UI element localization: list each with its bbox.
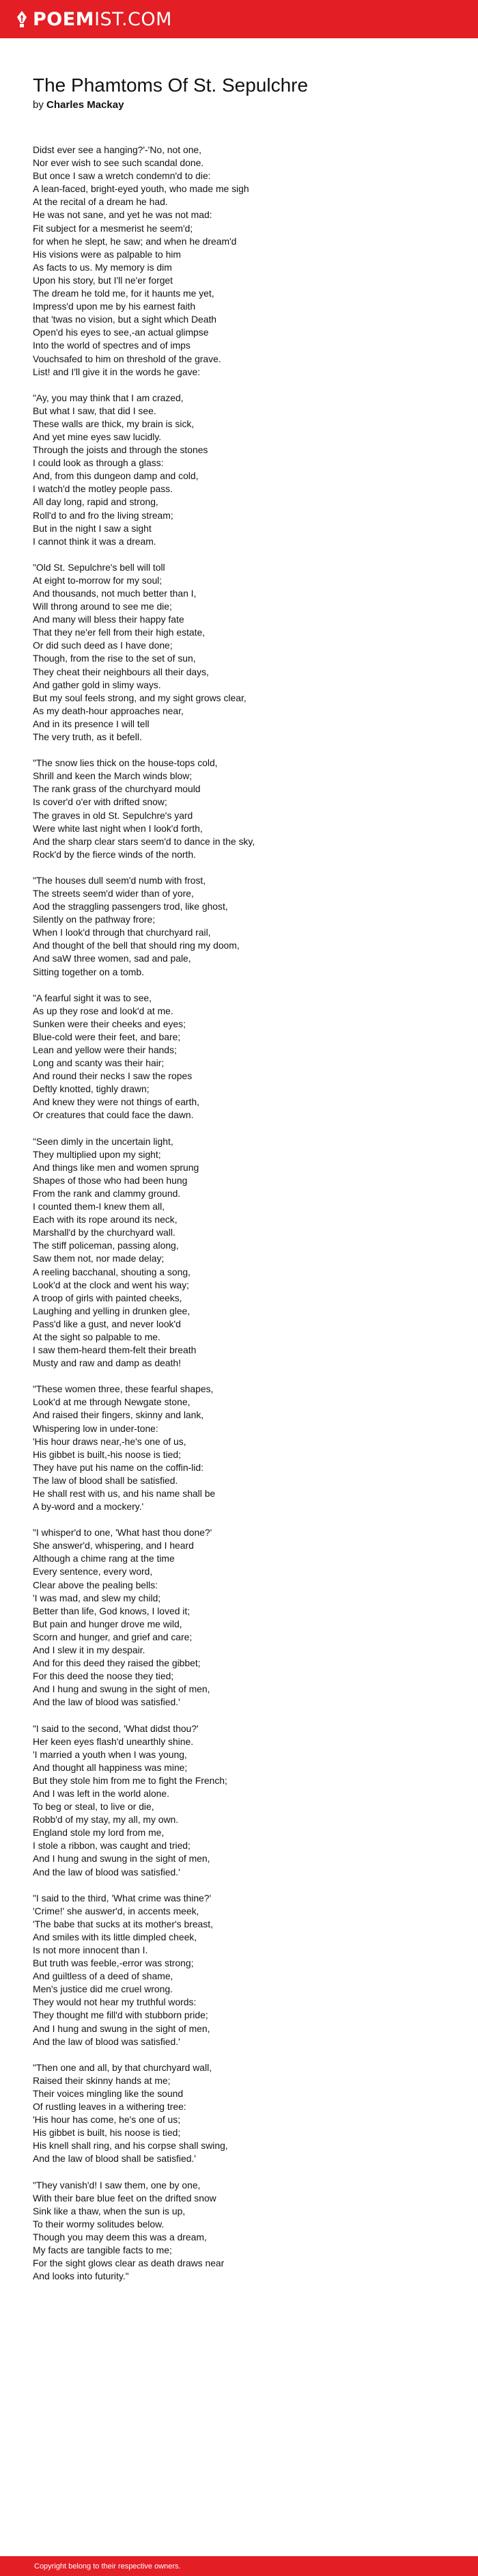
poem-body bbox=[33, 144, 442, 2283]
poem-line: Sink like a thaw, when the sun is up, bbox=[33, 2205, 186, 2216]
poem-line: The dream he told me, for it haunts me yet, bbox=[33, 288, 214, 299]
poem-line: And the sharp clear stars seem'd to dance in the sky, bbox=[33, 835, 255, 847]
poem-line: When I look'd through that churchyard rail, bbox=[33, 927, 211, 938]
poem-line: Shapes of those who had been hung bbox=[33, 1174, 188, 1186]
poem-line: And for this deed they raised the gibbet; bbox=[33, 1657, 201, 1669]
poem-line: The very truth, as it befell. bbox=[33, 731, 142, 743]
poem-stanza bbox=[33, 561, 442, 744]
poem-line: The stiff policeman, passing along, bbox=[33, 1240, 179, 1251]
poem-line: Is cover'd o'er with drifted snow; bbox=[33, 796, 167, 808]
poem-line: Though, from the rise to the set of sun, bbox=[33, 653, 196, 664]
poem-line: Whispering low in under-tone: bbox=[33, 1422, 158, 1434]
poem-stanza bbox=[33, 992, 442, 1122]
poem-line: "Seen dimly in the uncertain light, bbox=[33, 1135, 173, 1147]
poem-line: Sunken were their cheeks and eyes; bbox=[33, 1018, 186, 1029]
poem-line: These walls are thick, my brain is sick, bbox=[33, 418, 195, 429]
footer-copyright: Copyright belong to their respective owners. bbox=[34, 2562, 181, 2571]
author-link[interactable]: Charles Mackay bbox=[46, 99, 124, 111]
poem-line: They thought me fill'd with stubborn pride; bbox=[33, 2009, 208, 2021]
poem-line: And in its presence I will tell bbox=[33, 718, 150, 729]
poem-line: 'The babe that sucks at its mother's breast, bbox=[33, 1918, 213, 1929]
poem-line: "I said to the third, 'What crime was thine?' bbox=[33, 1892, 212, 1903]
poem-line: I watch'd the motley people pass. bbox=[33, 483, 173, 495]
poem-line: 'His hour draws near,-he's one of us, bbox=[33, 1435, 186, 1447]
poem-line: Vouchsafed to him on threshold of the grave. bbox=[33, 353, 221, 364]
poem-stanza bbox=[33, 1526, 442, 1709]
poem-line: A lean-faced, bright-eyed youth, who made me sigh bbox=[33, 183, 249, 195]
poem-line: But what I saw, that did I see. bbox=[33, 405, 156, 416]
poem-line: At the sight so palpable to me. bbox=[33, 1331, 160, 1342]
poem-stanza bbox=[33, 874, 442, 979]
poem-line: Although a chime rang at the time bbox=[33, 1553, 175, 1564]
poem-line: And knew they were not things of earth, bbox=[33, 1096, 200, 1108]
poem-line: And I hung and swung in the sight of men, bbox=[33, 2022, 210, 2034]
poem-line: List! and I'll give it in the words he gave: bbox=[33, 366, 201, 377]
poem-line: 'I was mad, and slew my child; bbox=[33, 1592, 161, 1603]
poem-line: And looks into futurity." bbox=[33, 2270, 129, 2282]
poem-line: Or creatures that could face the dawn. bbox=[33, 1109, 194, 1121]
poem-line: And guiltless of a deed of shame, bbox=[33, 1970, 173, 1982]
poem-line: A troop of girls with painted cheeks, bbox=[33, 1292, 182, 1303]
poem-line: I stole a ribbon, was caught and tried; bbox=[33, 1840, 191, 1852]
poem-line: She answer'd, whispering, and I heard bbox=[33, 1540, 194, 1551]
poem-line: I could look as through a glass: bbox=[33, 457, 164, 469]
poem-line: And, from this dungeon damp and cold, bbox=[33, 470, 199, 482]
poem-line: Men's justice did me cruel wrong. bbox=[33, 1983, 173, 1995]
poem-line: Pass'd like a gust, and never look'd bbox=[33, 1318, 181, 1329]
poem-line: His knell shall ring, and his corpse shall swing, bbox=[33, 2140, 228, 2152]
poem-line: The graves in old St. Sepulchre's yard bbox=[33, 809, 193, 821]
poem-line: At the recital of a dream he had. bbox=[33, 196, 168, 208]
poem-line: Into the world of spectres and of imps bbox=[33, 340, 191, 351]
poem-line: And the law of blood was satisfied.' bbox=[33, 2035, 180, 2047]
logo-text-light: IST.COM bbox=[94, 8, 172, 30]
poem-line: Blue-cold were their feet, and bare; bbox=[33, 1031, 181, 1042]
poem-line: And yet mine eyes saw lucidly. bbox=[33, 431, 162, 442]
poem-stanza bbox=[33, 2179, 442, 2283]
poem-line: Upon his story, but I'll ne'er forget bbox=[33, 274, 173, 286]
poem-line: And thousands, not much better than I, bbox=[33, 588, 197, 599]
poem-line: Clear above the pealing bells: bbox=[33, 1579, 158, 1590]
poem-stanza bbox=[33, 1722, 442, 1879]
site-logo[interactable] bbox=[16, 10, 172, 29]
poem-line: Long and scanty was their hair; bbox=[33, 1057, 165, 1069]
poem-line: Look'd at me through Newgate stone, bbox=[33, 1396, 191, 1408]
poem-line: His gibbet is built, his noose is tied; bbox=[33, 2127, 181, 2139]
poem-line: And I hung and swung in the sight of men, bbox=[33, 1683, 210, 1695]
poem-line: As facts to us. My memory is dim bbox=[33, 261, 172, 273]
poem-line: My facts are tangible facts to me; bbox=[33, 2244, 172, 2255]
poem-line: I saw them-heard them-felt their breath bbox=[33, 1344, 197, 1356]
poem-line: But my soul feels strong, and my sight grows clear, bbox=[33, 692, 247, 703]
logo-text-bold: POEM bbox=[33, 8, 95, 30]
poem-line: But they stole him from me to fight the French; bbox=[33, 1774, 227, 1786]
poem-line: But once I saw a wretch condemn'd to die: bbox=[33, 170, 211, 182]
poem-line: As my death-hour approaches near, bbox=[33, 705, 184, 716]
byline bbox=[33, 98, 442, 112]
poem-line: To their wormy solitudes below. bbox=[33, 2218, 165, 2229]
poem-line: "These women three, these fearful shapes, bbox=[33, 1383, 214, 1395]
poem-stanza bbox=[33, 1383, 442, 1513]
poem-line: "A fearful sight it was to see, bbox=[33, 992, 152, 1003]
poem-line: And I hung and swung in the sight of men, bbox=[33, 1853, 210, 1865]
poem-line: From the rank and clammy ground. bbox=[33, 1187, 181, 1199]
poem-line: Every sentence, every word, bbox=[33, 1566, 153, 1577]
poem-line: A by-word and a mockery.' bbox=[33, 1501, 144, 1513]
poem-line: They multiplied upon my sight; bbox=[33, 1148, 161, 1160]
poem-line: "They vanish'd! I saw them, one by one, bbox=[33, 2179, 201, 2191]
poem-stanza bbox=[33, 392, 442, 548]
poem-line: Scorn and hunger, and grief and care; bbox=[33, 1631, 193, 1642]
fountain-pen-icon bbox=[16, 11, 27, 27]
poem-line: At eight to-morrow for my soul; bbox=[33, 574, 163, 586]
poem-line: 'I married a youth when I was young, bbox=[33, 1748, 187, 1760]
poem-stanza bbox=[33, 757, 442, 861]
poem-line: He was not sane, and yet he was not mad: bbox=[33, 209, 212, 221]
poem-title: The Phamtoms Of St. Sepulchre bbox=[33, 74, 309, 96]
poem-line: Laughing and yelling in drunken glee, bbox=[33, 1305, 191, 1316]
poem-line: Deftly knotted, tighly drawn; bbox=[33, 1083, 150, 1095]
poem-line: Fit subject for a mesmerist he seem'd; bbox=[33, 222, 193, 234]
poem-line: Were white last night when I look'd forth, bbox=[33, 822, 203, 834]
poem-line: And gather gold in slimy ways. bbox=[33, 679, 161, 690]
poem-line: The law of blood shall be satisfied. bbox=[33, 1474, 178, 1486]
poem-line: Though you may deem this was a dream, bbox=[33, 2231, 207, 2242]
poem-line: "The snow lies thick on the house-tops cold, bbox=[33, 757, 218, 769]
poem-line: "Old St. Sepulchre's bell will toll bbox=[33, 561, 165, 573]
poem-line: And round their necks I saw the ropes bbox=[33, 1070, 193, 1082]
poem-line: Silently on the pathway frore; bbox=[33, 914, 156, 925]
poem-line: They cheat their neighbours all their days, bbox=[33, 666, 209, 677]
poem-line: Aod the straggling passengers trod, like ghost, bbox=[33, 901, 228, 912]
poem-line: Sitting together on a tomb. bbox=[33, 966, 144, 977]
poem-line: Open'd his eyes to see,-an actual glimpse bbox=[33, 327, 209, 338]
poem-line: His visions were as palpable to him bbox=[33, 248, 181, 260]
poem-line: Through the joists and through the stones bbox=[33, 444, 208, 456]
poem-line: Shrill and keen the March winds blow; bbox=[33, 770, 193, 782]
poem-article bbox=[33, 74, 442, 2296]
poem-line: Nor ever wish to see such scandal done. bbox=[33, 157, 204, 169]
poem-line: To beg or steal, to live or die, bbox=[33, 1801, 154, 1813]
poem-line: And the law of blood shall be satisfied.' bbox=[33, 2153, 196, 2165]
poem-line: 'Crime!' she auswer'd, in accents meek, bbox=[33, 1905, 199, 1916]
poem-line: "Then one and all, by that churchyard wall, bbox=[33, 2061, 212, 2073]
poem-line: That they ne'er fell from their high estate, bbox=[33, 627, 206, 638]
poem-line: England stole my lord from me, bbox=[33, 1827, 165, 1839]
poem-line: Her keen eyes flash'd unearthly shine. bbox=[33, 1735, 194, 1747]
site-footer bbox=[0, 2556, 478, 2576]
poem-line: Musty and raw and damp as death! bbox=[33, 1357, 181, 1369]
poem-line: And thought all happiness was mine; bbox=[33, 1761, 188, 1773]
poem-line: But truth was feeble,-error was strong; bbox=[33, 1957, 194, 1969]
poem-line: His gibbet is built,-his noose is tied; bbox=[33, 1448, 181, 1460]
by-label: by bbox=[33, 99, 44, 111]
poem-line: And things like men and women sprung bbox=[33, 1161, 199, 1173]
poem-line: The rank grass of the churchyard mould bbox=[33, 783, 201, 795]
poem-line: for when he slept, he saw; and when he dream'd bbox=[33, 235, 237, 247]
poem-line: that 'twas no vision, but a sight which Death bbox=[33, 314, 217, 325]
poem-line: Rock'd by the fierce winds of the north. bbox=[33, 848, 196, 860]
poem-line: Their voices mingling like the sound bbox=[33, 2087, 184, 2099]
poem-line: Is not more innocent than I. bbox=[33, 1944, 148, 1955]
poem-line: All day long, rapid and strong, bbox=[33, 496, 158, 508]
poem-line: Or did such deed as I have done; bbox=[33, 640, 173, 651]
poem-line: He shall rest with us, and his name shall be bbox=[33, 1488, 216, 1499]
poem-line: And saW three women, sad and pale, bbox=[33, 953, 191, 964]
poem-line: For this deed the noose they tied; bbox=[33, 1670, 174, 1682]
poem-line: And I slew it in my despair. bbox=[33, 1644, 145, 1656]
poem-line: With their bare blue feet on the drifted snow bbox=[33, 2192, 216, 2204]
poem-line: "I said to the second, 'What didst thou?' bbox=[33, 1722, 199, 1734]
poem-stanza bbox=[33, 144, 442, 379]
poem-line: For the sight glows clear as death draws near bbox=[33, 2258, 225, 2269]
poem-line: Robb'd of my stay, my all, my own. bbox=[33, 1814, 179, 1826]
poem-line: Raised their skinny hands at me; bbox=[33, 2074, 171, 2086]
poem-line: Will throng around to see me die; bbox=[33, 601, 172, 612]
poem-line: They would not hear my truthful words: bbox=[33, 1996, 197, 2008]
poem-line: And the law of blood was satisfied.' bbox=[33, 1696, 180, 1708]
poem-line: "I whisper'd to one, 'What hast thou done?' bbox=[33, 1527, 212, 1538]
poem-stanza bbox=[33, 1892, 442, 2048]
poem-line: As up they rose and look'd at me. bbox=[33, 1005, 173, 1016]
poem-line: Didst ever see a hanging?'-'No, not one, bbox=[33, 144, 201, 155]
poem-line: But in the night I saw a sight bbox=[33, 522, 152, 534]
poem-stanza bbox=[33, 2061, 442, 2166]
poem-line: Better than life, God knows, I loved it; bbox=[33, 1605, 191, 1616]
poem-line: Marshall'd by the churchyard wall. bbox=[33, 1227, 175, 1238]
poem-line: I cannot think it was a dream. bbox=[33, 535, 156, 547]
poem-line: They have put his name on the coffin-lid: bbox=[33, 1461, 203, 1473]
poem-line: 'His hour has come, he's one of us; bbox=[33, 2114, 181, 2126]
poem-line: And the law of blood was satisfied.' bbox=[33, 1866, 180, 1877]
poem-stanza bbox=[33, 1135, 442, 1370]
site-header bbox=[0, 0, 478, 38]
poem-line: Look'd at the clock and went his way; bbox=[33, 1279, 189, 1290]
poem-line: And smiles with its little dimpled cheek, bbox=[33, 1931, 197, 1942]
poem-line: Of rustling leaves in a withering tree: bbox=[33, 2101, 186, 2113]
poem-line: Impress'd upon me by his earnest faith bbox=[33, 301, 196, 312]
poem-line: "The houses dull seem'd numb with frost, bbox=[33, 874, 206, 886]
poem-line: A reeling bacchanal, shouting a song, bbox=[33, 1266, 191, 1277]
poem-line: I counted them-I knew them all, bbox=[33, 1201, 165, 1212]
poem-line: Roll'd to and fro the living stream; bbox=[33, 509, 173, 521]
poem-line: And many will bless their happy fate bbox=[33, 614, 184, 625]
poem-line: "Ay, you may think that I am crazed, bbox=[33, 392, 184, 403]
poem-line: And raised their fingers, skinny and lank, bbox=[33, 1409, 204, 1421]
poem-line: Saw them not, nor made delay; bbox=[33, 1253, 165, 1264]
poem-line: The streets seem'd wider than of yore, bbox=[33, 887, 194, 899]
poem-line: Lean and yellow were their hands; bbox=[33, 1044, 177, 1055]
poem-line: And I was left in the world alone. bbox=[33, 1787, 169, 1799]
poem-line: But pain and hunger drove me wild, bbox=[33, 1618, 182, 1629]
poem-line: And thought of the bell that should ring my doom, bbox=[33, 940, 240, 951]
poem-line: Each with its rope around its neck, bbox=[33, 1214, 178, 1225]
